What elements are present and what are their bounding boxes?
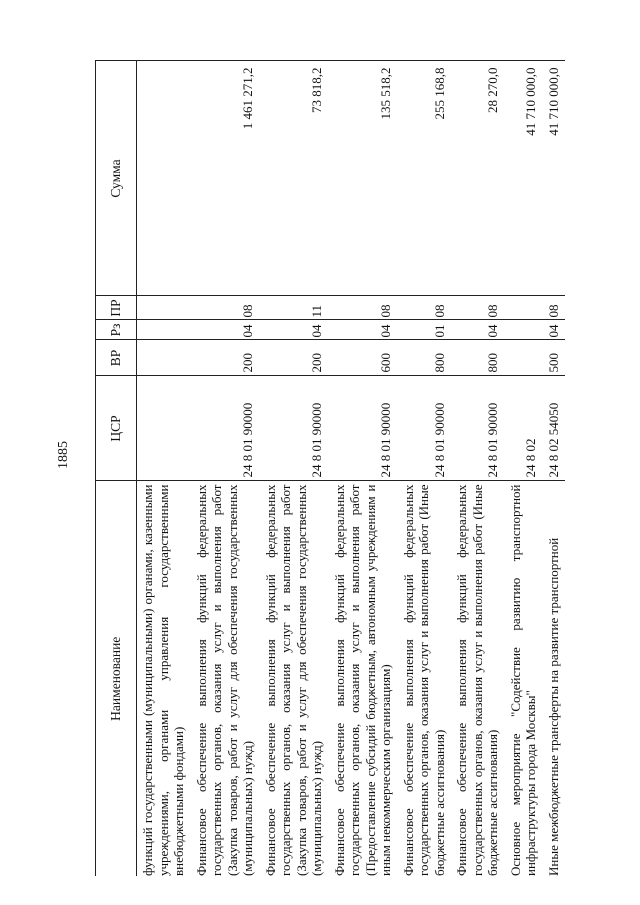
row-pr: 11 bbox=[260, 296, 329, 320]
header-name: Наименование bbox=[96, 481, 137, 876]
table-row bbox=[451, 61, 505, 876]
table-row bbox=[137, 61, 191, 876]
row-csr: 24 8 02 bbox=[505, 376, 543, 481]
row-rz bbox=[505, 320, 543, 340]
row-name: Иные межбюджетные трансферты на развитие транспортной bbox=[543, 481, 566, 876]
row-rz: 04 bbox=[260, 320, 329, 340]
header-vr: ВР bbox=[96, 340, 137, 376]
row-name: Финансовое обеспечение выполнения функций федеральных государственных органов, оказания услуг и выполнения работ (Закупка товаров, работ и услуг для обеспечения государственных (муниципальных) нужд) bbox=[260, 481, 329, 876]
row-pr: 08 bbox=[398, 296, 452, 320]
row-rz: 04 bbox=[329, 320, 398, 340]
table-row bbox=[191, 61, 260, 876]
row-name: Финансовое обеспечение выполнения функций федеральных государственных органов, оказания услуг и выполнения работ (Закупка товаров, работ и услуг для обеспечения государственных (муниципальных) нужд) bbox=[191, 481, 260, 876]
row-sum: 1 461 271,2 bbox=[191, 61, 260, 296]
row-name: Финансовое обеспечение выполнения функций федеральных государственных органов, оказания услуг и выполнения работ (Иные бюджетные ассигнования) bbox=[451, 481, 505, 876]
table-header-row bbox=[96, 61, 137, 876]
row-rz bbox=[137, 320, 191, 340]
row-sum: 255 168,8 bbox=[398, 61, 452, 296]
row-rz: 04 bbox=[543, 320, 566, 340]
row-pr: 08 bbox=[329, 296, 398, 320]
row-vr: 800 bbox=[398, 340, 452, 376]
row-name: Финансовое обеспечение выполнения функций федеральных государственных органов, оказания услуг и выполнения работ (Предоставление субсидий бюджетным, автономным учреждениям и иным некоммерческим организациям) bbox=[329, 481, 398, 876]
row-rz: 01 bbox=[398, 320, 452, 340]
header-rz: Рз bbox=[96, 320, 137, 340]
header-sum: Сумма bbox=[96, 61, 137, 296]
header-pr: ПР bbox=[96, 296, 137, 320]
row-csr: 24 8 01 90000 bbox=[451, 376, 505, 481]
table-row bbox=[398, 61, 452, 876]
header-csr: ЦСР bbox=[96, 376, 137, 481]
row-sum: 41 710 000,0 bbox=[505, 61, 543, 296]
row-vr bbox=[505, 340, 543, 376]
row-sum bbox=[137, 61, 191, 296]
row-name: Основное мероприятие "Содействие развитию транспортной инфраструктуры города Москвы" bbox=[505, 481, 543, 876]
row-sum: 28 270,0 bbox=[451, 61, 505, 296]
row-vr: 800 bbox=[451, 340, 505, 376]
row-pr: 08 bbox=[543, 296, 566, 320]
row-csr bbox=[137, 376, 191, 481]
row-sum: 73 818,2 bbox=[260, 61, 329, 296]
row-csr: 24 8 02 54050 bbox=[543, 376, 566, 481]
row-csr: 24 8 01 90000 bbox=[191, 376, 260, 481]
table-row bbox=[329, 61, 398, 876]
row-csr: 24 8 01 90000 bbox=[260, 376, 329, 481]
row-pr: 08 bbox=[191, 296, 260, 320]
page-number: 1885 bbox=[56, 441, 71, 469]
row-name: функций государственными (муниципальными) органами, казенными учреждениями, органами управления государственными внебюджетными фондами) bbox=[137, 481, 191, 876]
row-sum: 135 518,2 bbox=[329, 61, 398, 296]
rotated-page bbox=[95, 61, 595, 876]
table-row bbox=[505, 61, 543, 876]
row-vr: 500 bbox=[543, 340, 566, 376]
row-vr bbox=[137, 340, 191, 376]
row-name: Финансовое обеспечение выполнения функций федеральных государственных органов, оказания услуг и выполнения работ (Иные бюджетные ассигнования) bbox=[398, 481, 452, 876]
row-csr: 24 8 01 90000 bbox=[329, 376, 398, 481]
row-pr: 08 bbox=[451, 296, 505, 320]
row-csr: 24 8 01 90000 bbox=[398, 376, 452, 481]
row-rz: 04 bbox=[191, 320, 260, 340]
row-pr bbox=[137, 296, 191, 320]
row-vr: 200 bbox=[260, 340, 329, 376]
table-row bbox=[260, 61, 329, 876]
row-vr: 600 bbox=[329, 340, 398, 376]
table-row bbox=[543, 61, 566, 876]
budget-table bbox=[95, 61, 565, 877]
row-sum: 41 710 000,0 bbox=[543, 61, 566, 296]
row-vr: 200 bbox=[191, 340, 260, 376]
row-rz: 04 bbox=[451, 320, 505, 340]
row-pr bbox=[505, 296, 543, 320]
